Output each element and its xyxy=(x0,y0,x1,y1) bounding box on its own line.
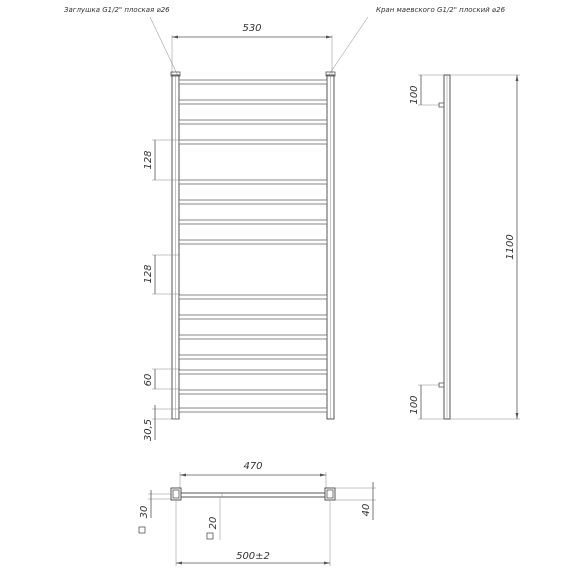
crossbar xyxy=(179,240,327,244)
top-outer-width-label: 500±2 xyxy=(236,551,270,562)
arrow-inner-right xyxy=(320,474,326,477)
crossbar xyxy=(179,355,327,359)
top-view xyxy=(139,461,376,566)
leader-left xyxy=(150,17,178,76)
side-height-label: 1100 xyxy=(505,234,516,260)
crossbar xyxy=(179,200,327,204)
top-inner-width-label: 470 xyxy=(243,461,263,472)
top-bar xyxy=(178,493,328,497)
arrow-outer-right xyxy=(324,562,330,565)
spacing-lower-label: 60 xyxy=(143,373,154,387)
front-view xyxy=(64,6,506,441)
side-top-offset-label: 100 xyxy=(409,85,420,105)
arrow-inner-left xyxy=(180,474,186,477)
side-bottom-offset-label: 100 xyxy=(409,395,420,415)
crossbar xyxy=(179,80,327,84)
side-view xyxy=(409,75,520,419)
arrow-total-top xyxy=(516,75,519,81)
spacing-upper-label: 128 xyxy=(143,150,154,170)
crossbar xyxy=(179,220,327,224)
crossbars xyxy=(179,80,327,412)
width-top-label: 530 xyxy=(242,23,262,34)
crossbar xyxy=(179,120,327,124)
crossbar xyxy=(179,335,327,339)
depth-label: 40 xyxy=(361,503,372,517)
profile-vertical-label: 30 xyxy=(139,505,150,519)
profile-horizontal-label: 20 xyxy=(208,516,219,530)
crossbar xyxy=(179,140,327,144)
annotation-left: Заглушка G1/2" плоская ⌀26 xyxy=(64,6,170,14)
spacing-middle-label: 128 xyxy=(143,264,154,284)
square-symbol-30 xyxy=(139,527,145,533)
crossbar xyxy=(179,370,327,374)
crossbar xyxy=(179,315,327,319)
arrow-total-bottom xyxy=(516,413,519,419)
crossbar xyxy=(179,295,327,299)
arrow-outer-left xyxy=(176,562,182,565)
square-symbol-20 xyxy=(207,533,213,539)
crossbar xyxy=(179,408,327,412)
arrow-left xyxy=(172,36,178,39)
crossbar xyxy=(179,100,327,104)
bottom-offset-label: 30,5 xyxy=(143,418,154,442)
crossbar xyxy=(179,390,327,394)
leader-right xyxy=(328,17,368,76)
annotation-right: Кран маевского G1/2" плоский ⌀26 xyxy=(376,6,506,14)
arrow-right xyxy=(326,36,332,39)
crossbar xyxy=(179,180,327,184)
